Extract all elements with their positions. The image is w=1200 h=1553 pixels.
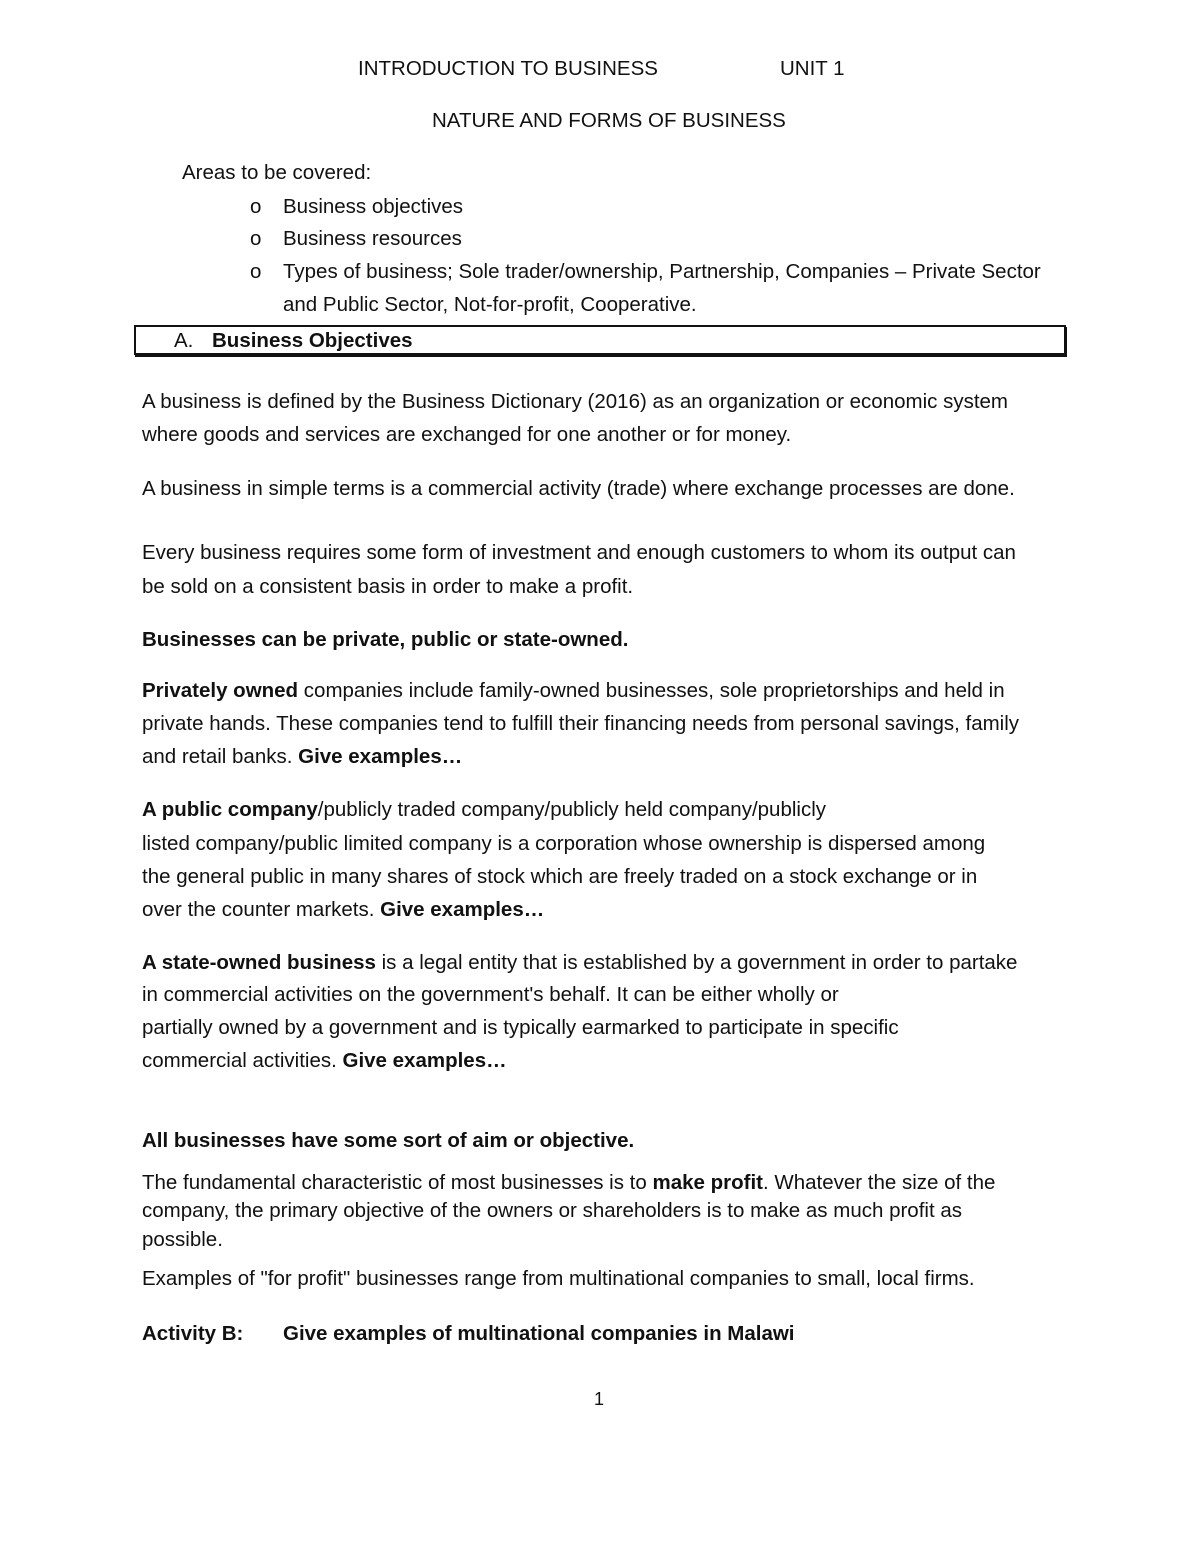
section-letter: A. <box>174 329 194 352</box>
paragraph-line: partially owned by a government and is typically earmarked to participate in specific <box>142 1016 899 1039</box>
paragraph-text: is a legal entity that is established by a government in order to partake <box>375 951 1018 974</box>
paragraph-line: be sold on a consistent basis in order to make a profit. <box>142 575 634 598</box>
paragraph-text: /publicly traded company/publicly held company/publicly <box>317 798 827 821</box>
document-subtitle: NATURE AND FORMS OF BUSINESS <box>432 109 786 132</box>
bullet-marker: o <box>250 227 262 250</box>
paragraph-line: private hands. These companies tend to fulfill their financing needs from personal savings, family <box>142 712 1020 735</box>
bullet-marker: o <box>250 195 262 218</box>
give-examples: Give examples… <box>380 898 545 921</box>
areas-item: Business objectives <box>283 195 464 218</box>
paragraph-text: over the counter markets. <box>142 898 381 921</box>
section-title: Business Objectives <box>212 329 413 352</box>
paragraph-line: A business is defined by the Business Dictionary (2016) as an organization or economic system <box>142 390 1009 413</box>
paragraph-line: A business in simple terms is a commercial activity (trade) where exchange processes are done. <box>142 477 1015 500</box>
bold-term: make profit <box>652 1171 763 1194</box>
areas-item-continuation: and Public Sector, Not-for-profit, Cooperative. <box>283 293 697 316</box>
paragraph-line: company, the primary objective of the owners or shareholders is to make as much profit as <box>142 1199 962 1222</box>
give-examples: Give examples… <box>342 1049 507 1072</box>
bold-term: Privately owned <box>142 679 299 702</box>
give-examples: Give examples… <box>298 745 463 768</box>
areas-label: Areas to be covered: <box>182 161 372 184</box>
paragraph-text: . Whatever the size of the <box>762 1171 996 1194</box>
bold-term: A public company <box>142 798 318 821</box>
paragraph-line <box>142 1170 995 1196</box>
bold-term: A state-owned business <box>142 951 376 974</box>
paragraph-line: possible. <box>142 1228 223 1251</box>
activity-text: Give examples of multinational companies in Malawi <box>283 1322 795 1345</box>
paragraph-text: The fundamental characteristic of most businesses is to <box>142 1171 653 1194</box>
paragraph-line: listed company/public limited company is a corporation whose ownership is dispersed among <box>142 832 986 855</box>
areas-item: Business resources <box>283 227 462 250</box>
paragraph-line <box>142 1048 507 1074</box>
paragraph-text: companies include family-owned businesses, sole proprietorships and held in <box>298 679 1005 702</box>
paragraph-line <box>142 678 1005 704</box>
paragraph-line: Examples of "for profit" businesses range from multinational companies to small, local firms. <box>142 1267 975 1290</box>
paragraph-text: and retail banks. <box>142 745 299 768</box>
paragraph-line: in commercial activities on the government's behalf. It can be either wholly or <box>142 983 839 1006</box>
paragraph-line <box>142 950 1017 976</box>
page-number: 1 <box>594 1389 605 1409</box>
header-title: INTRODUCTION TO BUSINESS <box>358 57 658 80</box>
paragraph-line: where goods and services are exchanged for one another or for money. <box>142 423 792 446</box>
paragraph-text: commercial activities. <box>142 1049 343 1072</box>
bullet-marker: o <box>250 260 262 283</box>
paragraph-line <box>142 744 462 770</box>
paragraph-line <box>142 897 544 923</box>
activity-label: Activity B: <box>142 1322 244 1345</box>
paragraph-line: Every business requires some form of investment and enough customers to whom its output can <box>142 541 1016 564</box>
paragraph-line: the general public in many shares of stock which are freely traded on a stock exchange or in <box>142 865 978 888</box>
areas-item: Types of business; Sole trader/ownership, Partnership, Companies – Private Sector <box>283 260 1041 283</box>
ownership-heading: Businesses can be private, public or state-owned. <box>142 628 629 651</box>
aim-heading: All businesses have some sort of aim or objective. <box>142 1129 635 1152</box>
paragraph-line <box>142 797 826 823</box>
header-unit: UNIT 1 <box>780 57 845 80</box>
